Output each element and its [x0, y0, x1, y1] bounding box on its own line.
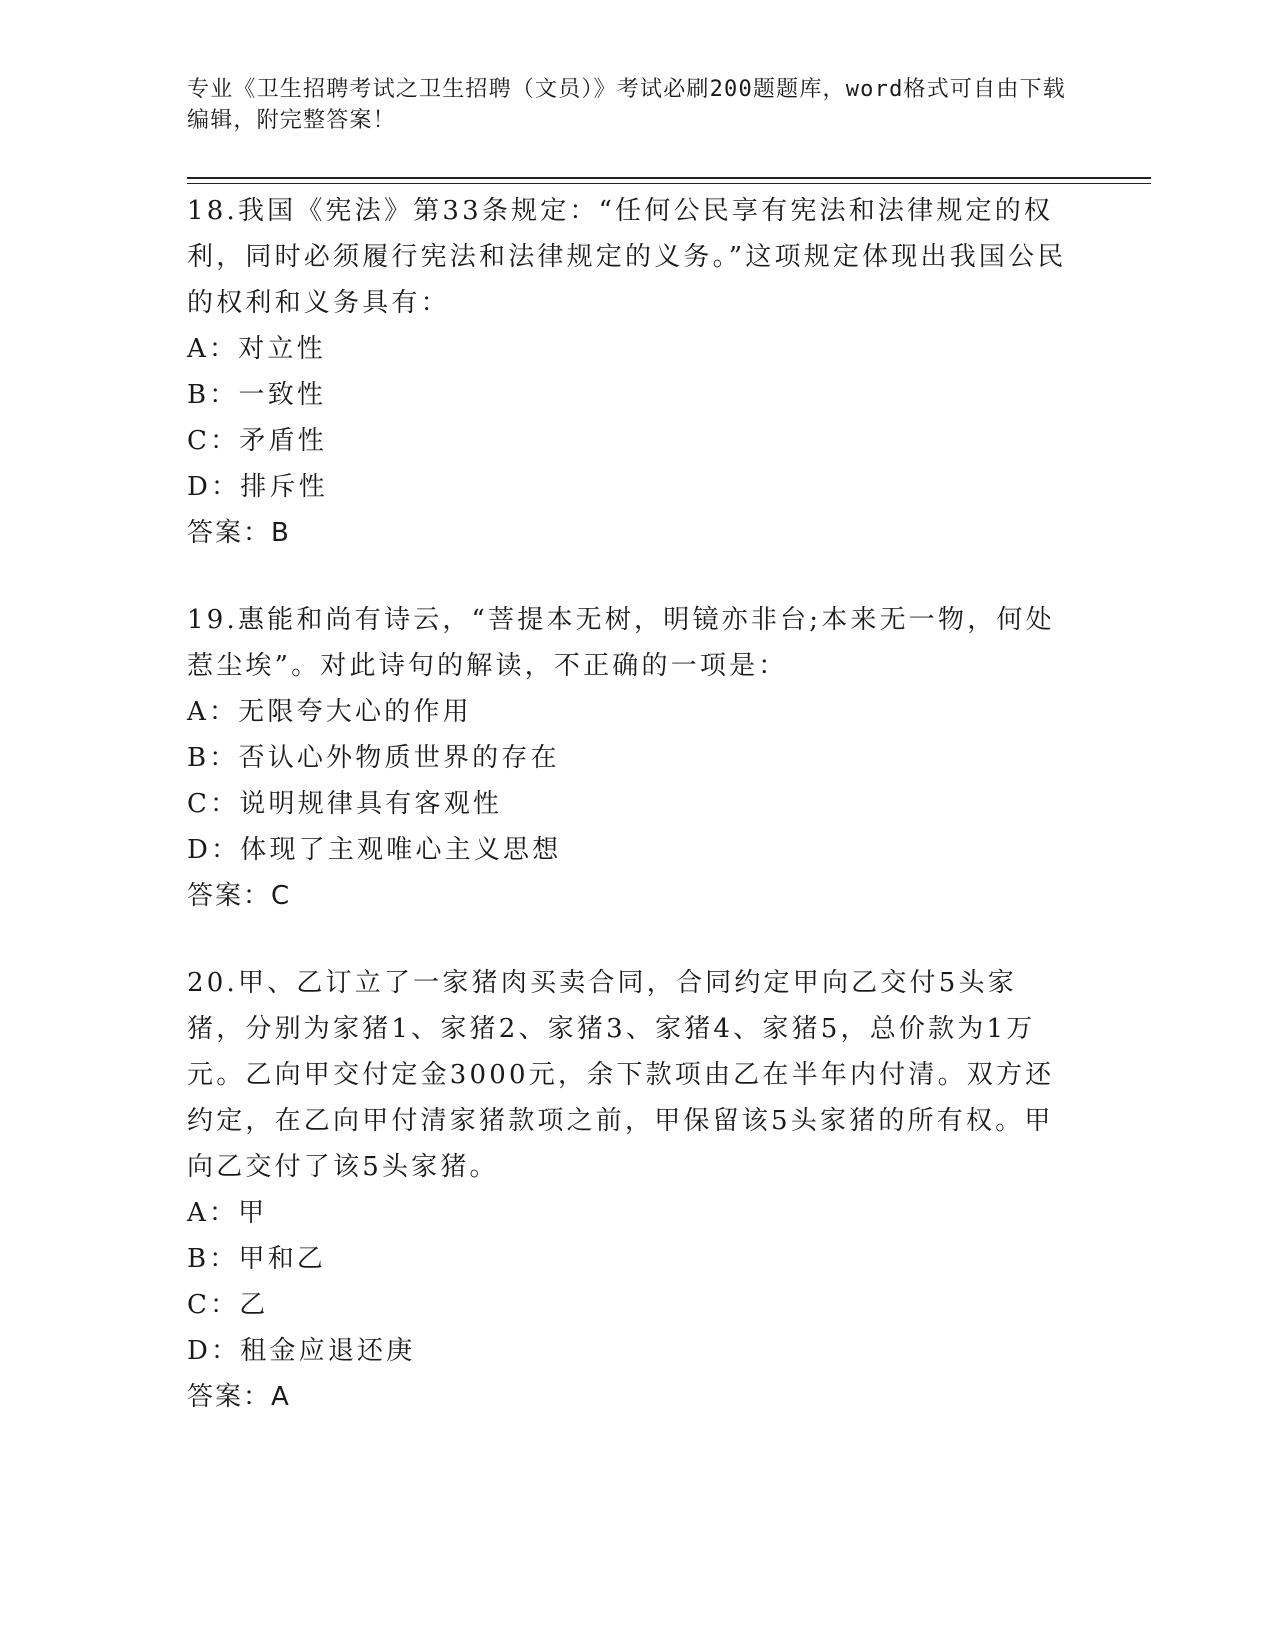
- option-d: D：排斥性: [187, 472, 328, 502]
- answer-line: 答案：C: [187, 881, 292, 911]
- question-20: [187, 960, 1087, 1420]
- option-c: C：矛盾性: [187, 426, 327, 456]
- header-divider-thin: [187, 183, 1151, 184]
- option-b: B：否认心外物质世界的存在: [187, 743, 560, 773]
- option-a: A：甲: [187, 1198, 268, 1228]
- header-divider-thick: [187, 177, 1151, 179]
- option-a: A：对立性: [187, 334, 326, 364]
- question-19: [187, 597, 1087, 919]
- question-stem: 20.甲、乙订立了一家猪肉买卖合同，合同约定甲向乙交付5头家猪，分别为家猪1、家猪2、家猪3、家猪4、家猪5，总价款为1万元。乙向甲交付定金3000元，余下款项由乙在半年内付清。双方还约定，在乙向甲付清家猪款项之前，甲保留该5头家猪的所有权。甲向乙交付了该5头家猪。: [187, 968, 1055, 1182]
- question-stem: 19.惠能和尚有诗云，“菩提本无树，明镜亦非台;本来无一物，何处惹尘埃”。对此诗句的解读，不正确的一项是：: [187, 605, 1055, 681]
- option-c: C：乙: [187, 1290, 269, 1320]
- answer-line: 答案：B: [187, 518, 291, 548]
- option-a: A：无限夸大心的作用: [187, 697, 472, 727]
- document-header: 专业《卫生招聘考试之卫生招聘（文员）》考试必刷200题题库，word格式可自由下载编辑，附完整答案！: [187, 77, 1066, 133]
- option-d: D：体现了主观唯心主义思想: [187, 835, 562, 865]
- option-d: D：租金应退还庚: [187, 1336, 416, 1366]
- option-b: B：甲和乙: [187, 1244, 327, 1274]
- option-c: C：说明规律具有客观性: [187, 789, 503, 819]
- question-18: [187, 188, 1087, 556]
- answer-line: 答案：A: [187, 1382, 291, 1412]
- option-b: B：一致性: [187, 380, 327, 410]
- question-stem: 18.我国《宪法》第33条规定：“任何公民享有宪法和法律规定的权利，同时必须履行宪法和法律规定的义务。”这项规定体现出我国公民的权利和义务具有：: [187, 196, 1067, 318]
